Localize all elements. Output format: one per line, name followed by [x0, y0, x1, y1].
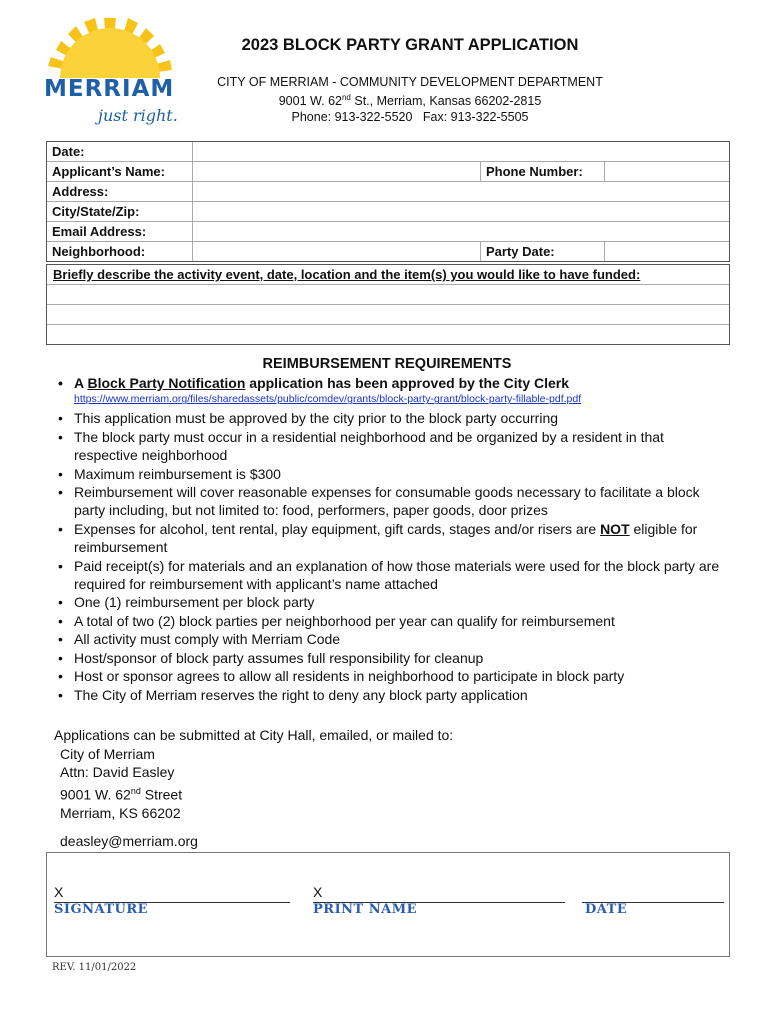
list-item-text: All activity must comply with Merriam Code — [74, 631, 341, 648]
block-party-notification-link[interactable]: Block Party Notification — [87, 375, 246, 391]
logo-tagline: just right. — [98, 106, 178, 125]
phone-field[interactable] — [605, 162, 729, 181]
addr-pre: 9001 W. 62 — [278, 94, 342, 109]
bullet-icon: • — [58, 465, 63, 482]
bullet-icon: • — [58, 631, 63, 648]
description-line[interactable] — [47, 325, 729, 344]
signature-label: SIGNATURE — [54, 902, 149, 917]
requirements-list-not — [46, 520, 728, 557]
list-item — [46, 483, 728, 520]
list-item-text: Host or sponsor agrees to allow all residents in neighborhood to participate in block party — [74, 668, 625, 685]
list-item-text: Paid receipt(s) for materials and an explanation of how those materials were used for the block party are required for reimbursement with applicant’s name attached — [74, 557, 720, 593]
merriam-logo — [40, 10, 180, 130]
submission-info — [54, 726, 453, 850]
applicant-form — [46, 141, 730, 262]
mail-line: Attn: David Easley — [60, 764, 175, 781]
not-post: eligible for reimbursement — [74, 520, 698, 556]
street-pre: 9001 W. 62 — [60, 786, 131, 803]
bullet-icon: • — [58, 649, 63, 666]
row-city — [47, 202, 729, 222]
description-line[interactable] — [47, 305, 729, 325]
addr-post: St., Merriam, Kansas 66202-2815 — [350, 94, 542, 109]
bullet-icon: • — [58, 594, 63, 611]
list-item-text: Maximum reimbursement is $300 — [74, 465, 281, 482]
bullet-icon: • — [58, 612, 63, 629]
neighborhood-field[interactable] — [193, 242, 481, 261]
print-name-label: PRINT NAME — [313, 902, 418, 917]
list-item — [46, 409, 728, 427]
page-title: 2023 BLOCK PARTY GRANT APPLICATION — [241, 36, 579, 54]
city-label: City/State/Zip: — [47, 202, 193, 221]
department-info — [190, 74, 630, 125]
requirements-list-rest — [46, 557, 728, 704]
bullet-icon: • — [58, 375, 63, 391]
row-name — [47, 162, 729, 182]
email-field[interactable] — [193, 222, 729, 241]
name-field[interactable] — [193, 162, 481, 181]
bullet-icon: • — [58, 668, 63, 685]
party-date-field[interactable] — [605, 242, 729, 261]
list-item — [46, 649, 728, 667]
list-item — [46, 465, 728, 483]
not-word: NOT — [600, 520, 630, 537]
mail-line — [54, 782, 453, 804]
list-item-text: One (1) reimbursement per block party — [74, 594, 315, 611]
print-name-x: X — [313, 884, 323, 900]
party-date-label: Party Date: — [481, 242, 605, 261]
phone-label: Phone Number: — [481, 162, 605, 181]
address-field[interactable] — [193, 182, 729, 201]
first-pre: A — [74, 375, 88, 391]
sun-icon — [40, 10, 180, 80]
mail-line: City of Merriam — [60, 745, 155, 762]
date-label: Date: — [47, 142, 193, 161]
date-field[interactable] — [193, 142, 729, 161]
name-label: Applicant’s Name: — [47, 162, 193, 181]
submission-intro: Applications can be submitted at City Hall, emailed, or mailed to: — [54, 727, 454, 743]
email-label: Email Address: — [47, 222, 193, 241]
bullet-icon: • — [58, 520, 63, 537]
neighborhood-label: Neighborhood: — [47, 242, 193, 261]
list-item — [46, 520, 728, 557]
addr-sup: nd — [341, 93, 351, 102]
bullet-icon: • — [58, 557, 63, 574]
first-post: application has been approved by the City Clerk — [245, 375, 570, 391]
address-label: Address: — [47, 182, 193, 201]
street-sup: nd — [130, 785, 141, 796]
row-address — [47, 182, 729, 202]
reimbursement-requirements — [46, 354, 728, 704]
row-email — [47, 222, 729, 242]
requirements-list — [46, 374, 728, 392]
date-sign-label: DATE — [585, 902, 628, 917]
logo-brand: MERRIAM — [44, 76, 175, 102]
requirements-heading: REIMBURSEMENT REQUIREMENTS — [262, 356, 512, 372]
row-neighborhood — [47, 242, 729, 261]
bullet-icon: • — [58, 410, 63, 427]
bullet-icon: • — [58, 484, 63, 501]
city-field[interactable] — [193, 202, 729, 221]
department-address — [190, 90, 630, 109]
description-label — [47, 265, 729, 285]
not-pre: Expenses for alcohol, tent rental, play equipment, gift cards, stages and/or risers are — [74, 520, 601, 537]
notification-url[interactable]: https://www.merriam.org/files/sharedassets/public/comdev/grants/block-party-grant/block-party-fillable-pdf.pdf — [74, 393, 582, 406]
list-item — [46, 686, 728, 704]
list-item — [46, 667, 728, 685]
list-item-text: This application must be approved by the city prior to the block party occurring — [74, 410, 559, 427]
list-item-text: The block party must occur in a residential neighborhood and be organized by a resident in that respective neighborhood — [74, 428, 664, 464]
list-item — [46, 557, 728, 594]
list-item-text: Host/sponsor of block party assumes full responsibility for cleanup — [74, 649, 484, 666]
list-item-text: The City of Merriam reserves the right to deny any block party application — [74, 686, 528, 703]
row-date — [47, 142, 729, 162]
contact-email[interactable]: deasley@merriam.org — [60, 832, 198, 849]
street-post: Street — [140, 786, 183, 803]
list-item-text: Reimbursement will cover reasonable expenses for consumable goods necessary to facilitate a block party including, but not limited to: food, performers, paper goods, door prizes — [74, 484, 700, 519]
bullet-icon: • — [58, 428, 63, 445]
description-text: Briefly describe the activity event, date, location and the item(s) you would like to have funded: — [53, 267, 641, 282]
list-item — [46, 630, 728, 648]
list-item — [46, 374, 728, 392]
description-line[interactable] — [47, 285, 729, 305]
revision-date: REV. 11/01/2022 — [52, 962, 137, 973]
bullet-icon: • — [58, 686, 63, 703]
list-item-text: A total of two (2) block parties per neighborhood per year can qualify for reimbursement — [74, 612, 615, 629]
mail-line: Merriam, KS 66202 — [60, 805, 181, 822]
department-phone: Phone: 913-322-5520 Fax: 913-322-5505 — [291, 110, 529, 125]
requirements-list-main — [46, 409, 728, 519]
department-name: CITY OF MERRIAM - COMMUNITY DEVELOPMENT DEPARTMENT — [217, 75, 603, 89]
list-item — [46, 428, 728, 465]
description-box — [46, 264, 730, 345]
list-item — [46, 593, 728, 611]
list-item — [46, 612, 728, 630]
signature-x: X — [54, 884, 64, 900]
